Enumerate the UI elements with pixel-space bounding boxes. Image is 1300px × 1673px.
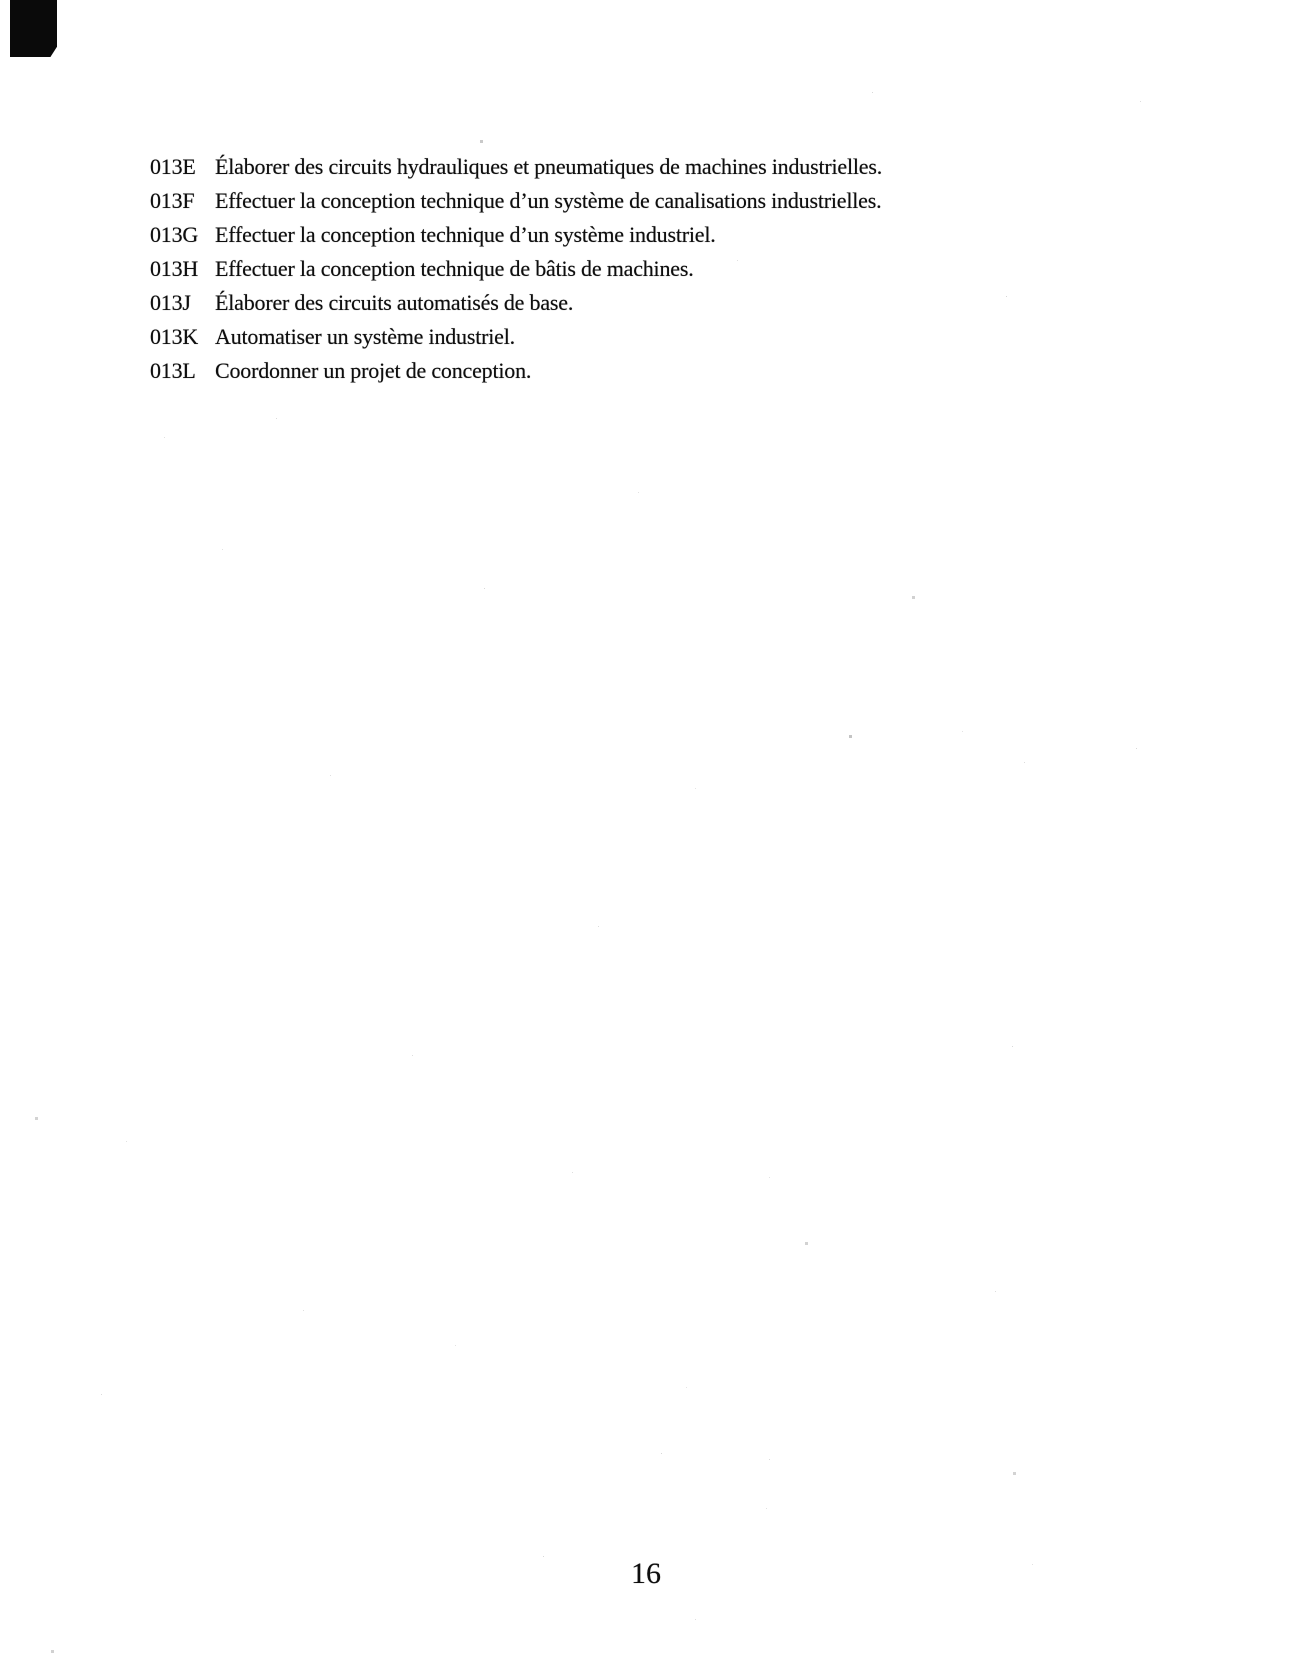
competency-row [150,218,1210,252]
competency-row [150,286,1210,320]
scan-edge-artifact [10,0,57,57]
competency-text: Effectuer la conception technique d’un système de canalisations industrielles. [215,188,882,213]
competency-code: 013J [150,290,191,315]
competency-text: Effectuer la conception technique d’un système industriel. [215,222,716,247]
competency-code: 013L [150,358,196,383]
competency-code: 013K [150,324,199,349]
competency-row [150,354,1210,388]
competency-code: 013F [150,188,195,213]
competency-row [150,252,1210,286]
competency-text: Élaborer des circuits hydrauliques et pneumatiques de machines industrielles. [215,154,883,179]
competency-text: Automatiser un système industriel. [215,324,515,349]
competency-list [150,150,1210,388]
competency-code: 013E [150,154,196,179]
scan-dust-specks [0,0,1,1]
competency-code: 013G [150,222,199,247]
page-number: 16 [631,1557,661,1590]
competency-row [150,150,1210,184]
competency-row [150,320,1210,354]
competency-code: 013H [150,256,199,281]
competency-text: Effectuer la conception technique de bâtis de machines. [215,256,694,281]
competency-text: Élaborer des circuits automatisés de base. [215,290,574,315]
competency-row [150,184,1210,218]
competency-text: Coordonner un projet de conception. [215,358,532,383]
